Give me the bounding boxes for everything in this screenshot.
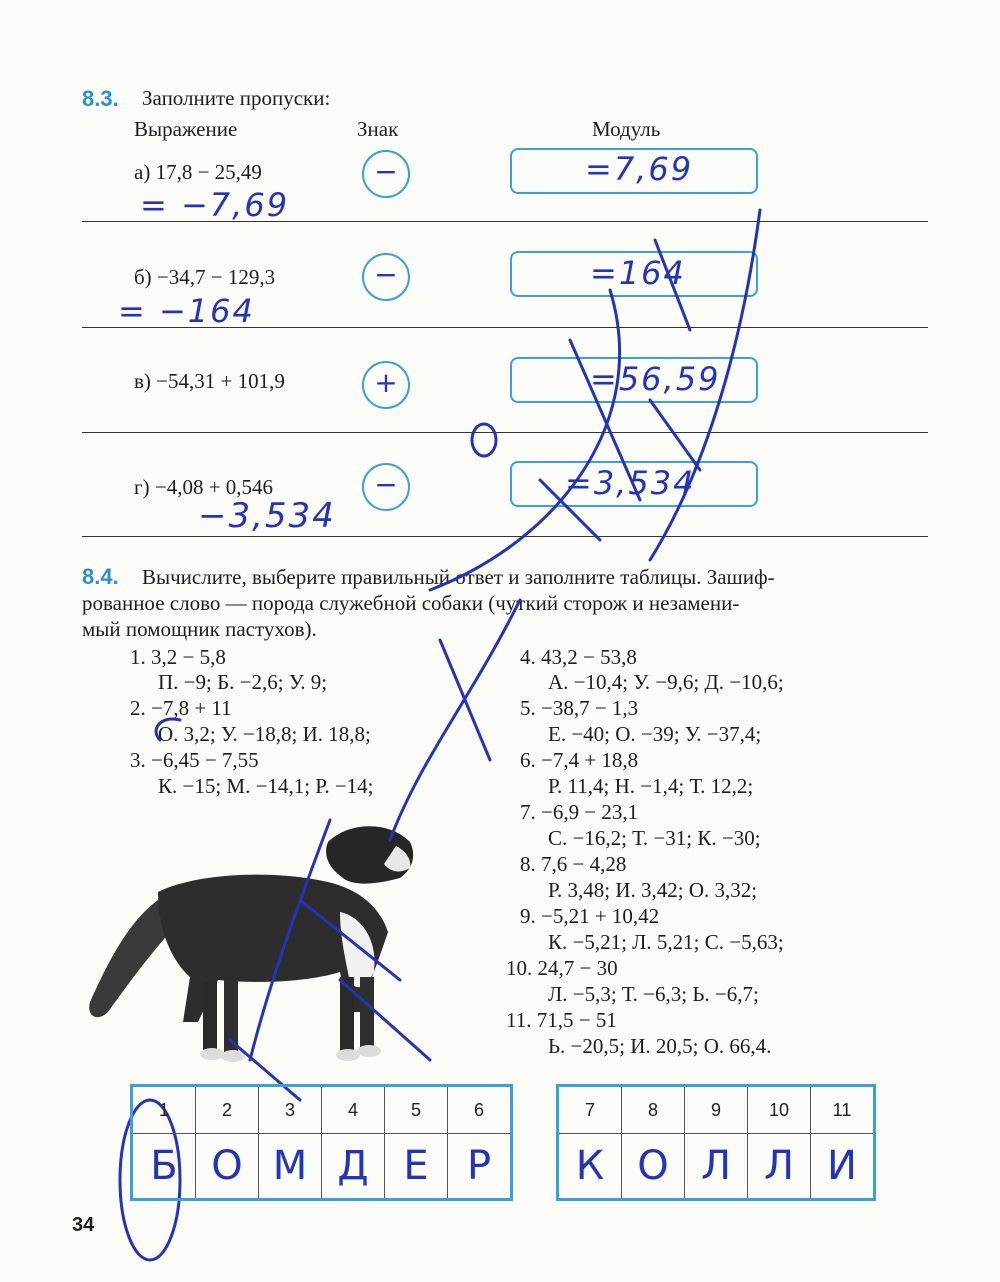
table2-number-11: 11 [811, 1086, 875, 1134]
table1-answer-6[interactable]: Р [448, 1134, 512, 1200]
item-11-options: Ь. −20,5; И. 20,5; О. 66,4. [548, 1034, 772, 1058]
modulus-value-c: =56,59 [590, 360, 721, 398]
answer-table-2 [556, 1084, 876, 1201]
item-11-expression: 11. 71,5 − 51 [506, 1008, 617, 1032]
table2-number-9: 9 [685, 1086, 748, 1134]
table2-answer-7[interactable]: К [558, 1134, 622, 1200]
expression-d: г) −4,08 + 0,546 [134, 475, 274, 499]
item-2-options: О. 3,2; У. −18,8; И. 18,8; [158, 722, 371, 746]
exercise-8-4-text-line-1: Вычислите, выберите правильный ответ и заполните таблицы. Зашиф- [142, 565, 775, 589]
table1-answer-2[interactable]: О [196, 1134, 259, 1200]
expression-a: а) 17,8 − 25,49 [134, 160, 262, 184]
exercise-8-3-number: 8.3. [82, 86, 119, 111]
item-2-expression: 2. −7,8 + 11 [130, 696, 232, 720]
table1-number-1: 1 [132, 1086, 196, 1134]
expression-b: б) −34,7 − 129,3 [134, 265, 276, 289]
exercise-8-4-text-line-2: рованное слово — порода служебной собаки (чуткий сторож и незамени- [82, 591, 740, 615]
item-4-expression: 4. 43,2 − 53,8 [520, 645, 637, 669]
table1-answer-5[interactable]: Е [385, 1134, 448, 1200]
item-9-expression: 9. −5,21 + 10,42 [520, 904, 660, 928]
item-5-expression: 5. −38,7 − 1,3 [520, 696, 639, 720]
item-8-expression: 8. 7,6 − 4,28 [520, 852, 627, 876]
answer-d: −3,534 [198, 496, 336, 536]
modulus-value-b: =164 [590, 254, 686, 292]
item-10-expression: 10. 24,7 − 30 [506, 956, 618, 980]
sign-value-b: − [374, 258, 398, 291]
exercise-8-4-number: 8.4. [82, 564, 119, 589]
header-sign: Знак [357, 117, 399, 141]
item-1-options: П. −9; Б. −2,6; У. 9; [158, 670, 328, 694]
item-8-options: Р. 3,48; И. 3,42; О. 3,32; [548, 878, 758, 902]
table2-number-7: 7 [558, 1086, 622, 1134]
answer-b: = −164 [118, 292, 255, 330]
table2-number-8: 8 [622, 1086, 685, 1134]
sign-value-a: − [374, 155, 398, 188]
table2-answer-11[interactable]: И [811, 1134, 875, 1200]
answer-table-1 [130, 1084, 513, 1201]
item-10-options: Л. −5,3; Т. −6,3; Ь. −6,7; [548, 982, 759, 1006]
item-9-options: К. −5,21; Л. 5,21; С. −5,63; [548, 930, 784, 954]
item-4-options: А. −10,4; У. −9,6; Д. −10,6; [548, 670, 784, 694]
modulus-value-d: =3,534 [565, 464, 696, 502]
table1-number-2: 2 [196, 1086, 259, 1134]
item-6-options: Р. 11,4; Н. −1,4; Т. 12,2; [548, 774, 754, 798]
table2-number-10: 10 [748, 1086, 811, 1134]
item-3-expression: 3. −6,45 − 7,55 [130, 748, 259, 772]
table1-answer-3[interactable]: М [259, 1134, 322, 1200]
table2-answer-9[interactable]: Л [685, 1134, 748, 1200]
table1-number-4: 4 [322, 1086, 385, 1134]
item-7-expression: 7. −6,9 − 23,1 [520, 800, 639, 824]
table2-answer-10[interactable]: Л [748, 1134, 811, 1200]
item-5-options: Е. −40; О. −39; У. −37,4; [548, 722, 762, 746]
expression-c: в) −54,31 + 101,9 [134, 369, 285, 393]
modulus-value-a: =7,69 [585, 150, 694, 188]
answer-a: = −7,69 [140, 186, 290, 224]
table1-number-3: 3 [259, 1086, 322, 1134]
sign-value-d: − [374, 468, 398, 501]
table2-answer-8[interactable]: О [622, 1134, 685, 1200]
header-modulus: Модуль [592, 117, 661, 141]
table1-number-6: 6 [448, 1086, 512, 1134]
item-3-options: К. −15; М. −14,1; Р. −14; [158, 774, 374, 798]
page-number: 34 [72, 1214, 95, 1236]
item-1-expression: 1. 3,2 − 5,8 [130, 645, 226, 669]
sign-value-c: + [374, 366, 398, 399]
exercise-8-4-text-line-3: мый помощник пастухов). [82, 617, 317, 641]
table1-answer-4[interactable]: Д [322, 1134, 385, 1200]
header-expression: Выражение [134, 117, 238, 141]
item-7-options: С. −16,2; Т. −31; К. −30; [548, 826, 761, 850]
table1-answer-1[interactable]: Б [132, 1134, 196, 1200]
item-6-expression: 6. −7,4 + 18,8 [520, 748, 639, 772]
exercise-8-3-instruction: Заполните пропуски: [142, 86, 331, 110]
table1-number-5: 5 [385, 1086, 448, 1134]
